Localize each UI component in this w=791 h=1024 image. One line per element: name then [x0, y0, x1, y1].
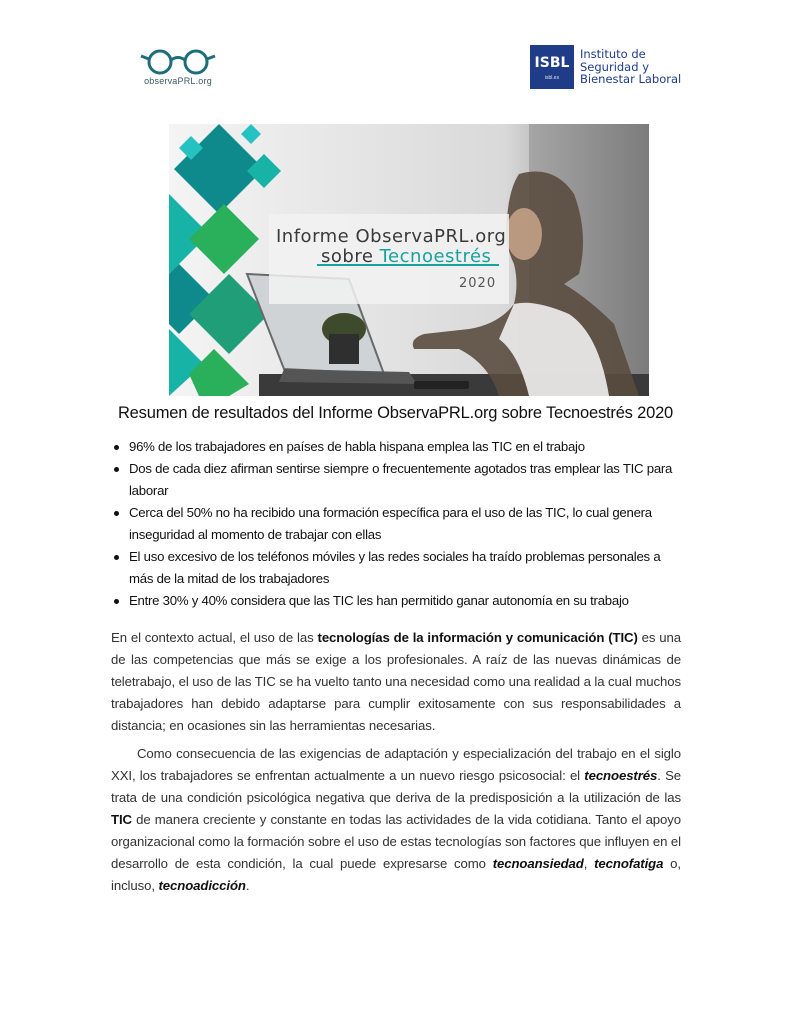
- document-title: Resumen de resultados del Informe ObservaPRL.org sobre Tecnoestrés 2020: [117, 404, 674, 422]
- isbl-logo: [530, 45, 681, 89]
- list-item: Entre 30% y 40% considera que las TIC les han permitido ganar autonomía en su trabajo: [112, 590, 687, 612]
- glasses-icon: [138, 46, 218, 76]
- list-item: El uso excesivo de los teléfonos móviles y las redes sociales ha traído problemas personales a más de la mitad de los trabajadores: [112, 546, 687, 590]
- text-run: .: [245, 878, 250, 893]
- hero-title-prefix: sobre: [321, 246, 380, 267]
- isbl-logo-mark: ISBL: [534, 55, 570, 71]
- observaprl-logo: [138, 46, 218, 90]
- hero-image: [169, 124, 649, 396]
- text-run: . Se trata de una condición psicológica negativa que deriva de la predisposición a la utilización de las: [111, 768, 682, 805]
- results-list: [112, 436, 687, 612]
- text-run: Como consecuencia de las exigencias de adaptación y especialización del trabajo en el siglo XXI, los trabajadores se enfrentan actualmente a un nuevo riesgo psicosocial: el: [111, 746, 681, 783]
- isbl-logo-text: [580, 48, 681, 86]
- hero-year: 2020: [459, 276, 497, 291]
- isbl-line-2: Seguridad y: [580, 59, 649, 74]
- paragraph-context: [111, 627, 681, 737]
- hero-title-line1: Informe ObservaPRL.org: [276, 226, 507, 247]
- term-tecnoadiccion: tecnoadicción: [158, 878, 246, 893]
- hero-title-line2: [321, 246, 491, 267]
- isbl-logo-box: [530, 45, 574, 89]
- text-run: ,: [583, 856, 595, 871]
- isbl-logo-sub: isbl.es: [544, 75, 560, 81]
- list-item: Cerca del 50% no ha recibido una formación específica para el uso de las TIC, lo cual genera inseguridad al momento de trabajar con ellas: [112, 502, 687, 546]
- term-tecnoansiedad: tecnoansiedad: [492, 856, 584, 871]
- hero-title-highlight: Tecnoestrés: [379, 246, 492, 267]
- term-tic-short: TIC: [111, 812, 132, 827]
- text-run: de manera creciente y constante en todas las actividades de la vida cotidiana. Tanto el apoyo organizacional como la formación sobre el uso de estas tecnologías son factores que influyen en el desarrollo de esta condición, la cual puede expresarse como: [111, 812, 681, 871]
- term-tic: tecnologías de la información y comunicación (TIC): [317, 630, 638, 645]
- logo-left-text: observaPRL.org: [144, 76, 212, 86]
- text-run: En el contexto actual, el uso de las: [111, 630, 318, 645]
- isbl-line-3: Bienestar Laboral: [580, 72, 682, 87]
- text-run: es una de las competencias que más se exige a los profesionales. A raíz de las nuevas dinámicas de teletrabajo, el uso de las TIC se ha vuelto tanto una necesidad como una realidad a la cual muchos trabajadores han debido adaptarse para cumplir exitosamente con sus responsabilidades a distancia; en ocasiones sin las herramientas necesarias.: [111, 630, 681, 733]
- text-run: o, incluso,: [111, 856, 681, 893]
- list-item: 96% de los trabajadores en países de habla hispana emplea las TIC en el trabajo: [112, 436, 687, 458]
- term-tecnofatiga: tecnofatiga: [594, 856, 664, 871]
- isbl-line-1: Instituto de: [580, 47, 646, 62]
- paragraph-tecnoestres: [111, 743, 681, 897]
- term-tecnoestres: tecnoestrés: [584, 768, 658, 783]
- list-item: Dos de cada diez afirman sentirse siempre o frecuentemente agotados tras emplear las TIC para laborar: [112, 458, 687, 502]
